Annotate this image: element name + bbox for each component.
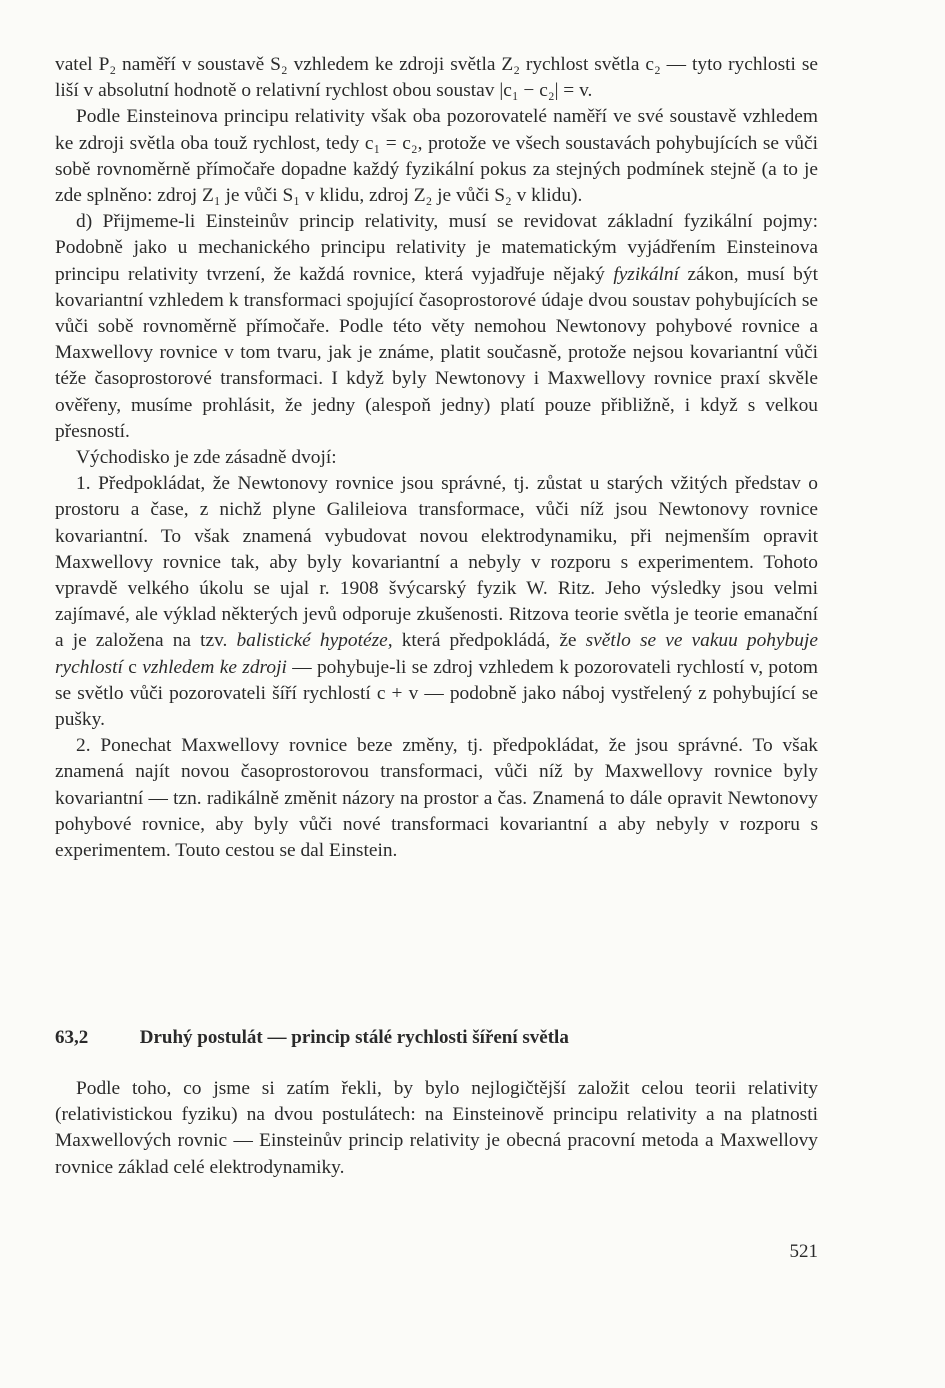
einstein-paragraph: Podle Einsteinova principu relativity však oba pozorovatelé naměří ve své soustavě vzhledem ke zdroji světla oba touž rychlost, tedy c₁ = c₂, protože ve všech soustavách pohybujících se vůči sobě rovnoměrně přímočaře dopadne každý fyzikální pokus za stejných podmínek stejně (a to je zde splněno: zdroj Z₁ je vůči S₁ v klidu, zdroj Z₂ je vůči S₂ v klidu).: [55, 106, 818, 207]
paragraph-d: [55, 209, 818, 445]
option-2-paragraph: 2. Ponechat Maxwellovy rovnice beze změny, tj. předpokládat, že jsou správné. To však znamená najít novou časoprostorovou transformaci, vůči níž by Maxwellovy rovnice byly kovariantní — tzn. radikálně změnit názory na prostor a čas. Znamená to dále opravit Newtonovy pohybové rovnice, aby byly vůči nové transformaci kovariantní a aby nebyly v rozporu s experimentem. Touto cestou se dal Einstein.: [55, 735, 818, 862]
option-1-part3: c: [128, 656, 137, 678]
section-body: [55, 1076, 818, 1181]
option-1-part2: která předpokládá, že: [401, 630, 577, 652]
option-1-part1: 1. Předpokládat, že Newtonovy rovnice jsou správné, tj. zůstat u starých vžitých představ o prostoru a čase, z nichž plyne Galileiova transformace, vůči níž jsou Newtonovy rovnice kovariantní. To však znamená vybudovat novou elektrodynamiku, při nejmenším opravit Maxwellovy rovnice tak, aby byly kovariantní a nebyly v rozporu s experimentem. Tohoto vpravdě velkého úkolu se ujal r. 1908 švýcarský fyzik W. Ritz. Jeho výsledky jsou velmi zajímavé, ale výklad některých jevů odporuje zkušenosti. Ritzova teorie světla je teorie emanační a je založena na tzv.: [55, 473, 818, 652]
option-1-italic2: světlo se ve vakuu pohybuje rychlostí: [55, 630, 818, 678]
paragraph-d-part1: d) Přijmeme-li Einsteinův princip relativity, musí se revidovat základní fyzikální pojmy: Podobně jako u mechanického principu relativity je matematickým vyjádřením Einsteinova principu relativity tvrzení, že každá rovnice, která vyjadřuje nějaký: [55, 211, 818, 285]
section-title: Druhý postulát — princip stálé rychlosti šíření světla: [139, 1027, 569, 1048]
paragraph-d-part2: zákon, musí být kovariantní vzhledem k transformaci spojující časoprostorové údaje dvou soustav pohybujících se vůči sobě rovnoměrně přímočaře. Podle této věty nemohou Newtonovy pohybové rovnice a Maxwellovy rovnice v tom tvaru, jak je známe, platit současně, protože nejsou kovariantní vůči téže časoprostorové transformaci. I když byly Newtonovy i Maxwellovy rovnice praxí skvěle ověřeny, musíme prohlásit, že jedny (alespoň jedny) platí pouze přibližně, i když s velkou přesností.: [55, 263, 818, 442]
section-heading: [55, 1026, 818, 1050]
page-number: 521: [789, 1241, 818, 1262]
section-number: 63,2: [55, 1027, 89, 1048]
option-1-italic1: balistické hypotéze,: [236, 630, 393, 652]
option-1-paragraph: [55, 471, 818, 733]
vychodisko-paragraph: Východisko je zde zásadně dvojí:: [76, 447, 337, 469]
option-1-italic3: vzhledem ke zdroji: [142, 656, 287, 678]
paragraph-d-italic: fyzikální: [613, 263, 680, 285]
main-text: [55, 52, 818, 864]
option-1-part4: — pohybuje-li se zdroj vzhledem k pozorovateli rychlostí v, potom se světlo vůči pozorovateli šíří rychlostí c + v — podobně jako náboj vystřelený z pohybující se pušky.: [55, 656, 818, 731]
section-paragraph: Podle toho, co jsme si zatím řekli, by bylo nejlogičtější založit celou teorii relativity (relativistickou fyziku) na dvou postulátech: na Einsteinově principu relativity a na platnosti Maxwellových rovnic — Einsteinův princip relativity je obecná pracovní metoda a Maxwellovy rovnice základ celé elektrodynamiky.: [55, 1078, 818, 1178]
intro-paragraph: vatel P₂ naměří v soustavě S₂ vzhledem ke zdroji světla Z₂ rychlost světla c₂ — tyto rychlosti se liší v absolutní hodnotě o relativní rychlost obou soustav |c₁ − c₂| = v.: [55, 54, 818, 102]
